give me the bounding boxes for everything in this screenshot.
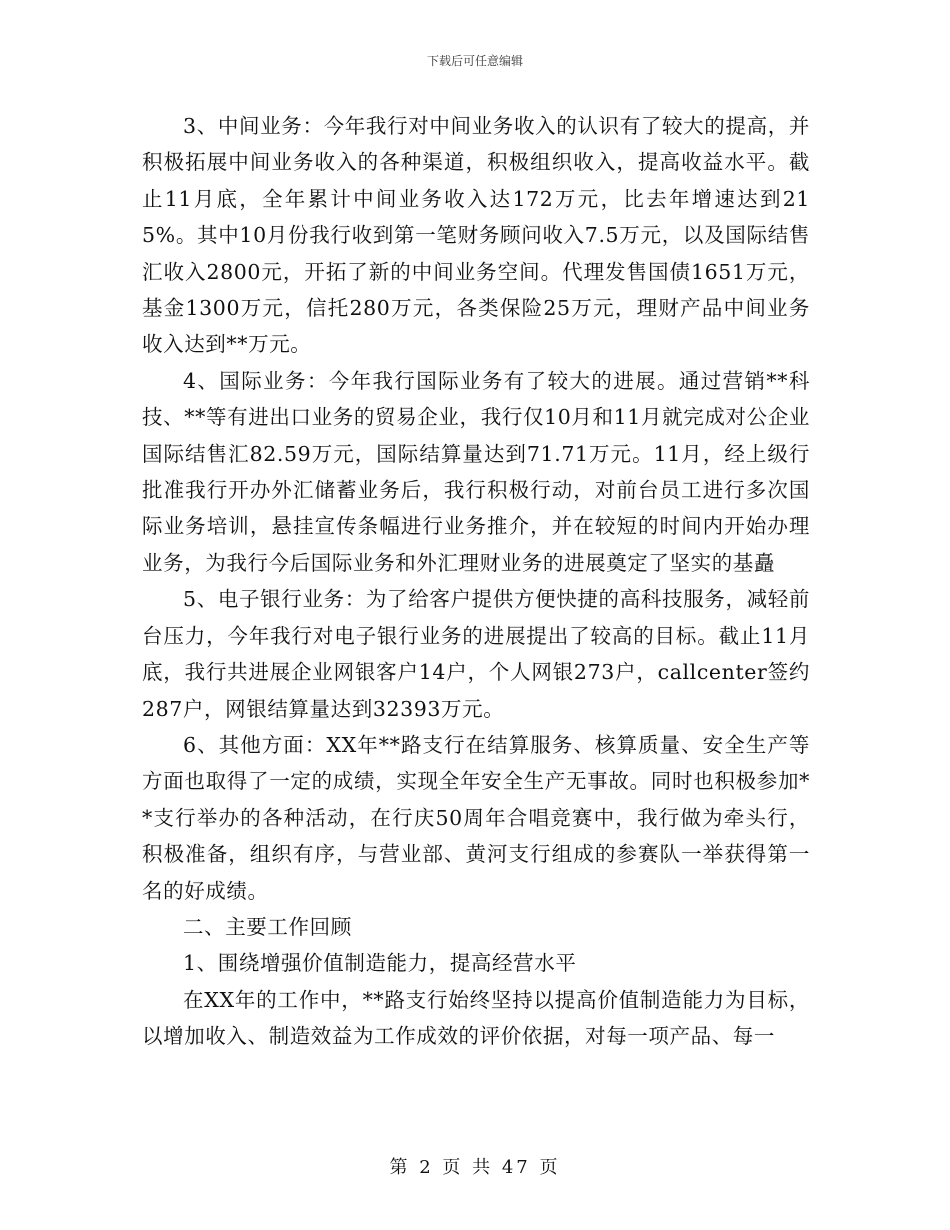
paragraph-intermediate-business: 3、中间业务：今年我行对中间业务收入的认识有了较大的提高，并积极拓展中间业务收入的各种渠道，积极组织收入，提高收益水平。截止11月底，全年累计中间业务收入达172万元，比去年增速达到215%。其中10月份我行收到第一笔财务顾问收入7.5万元，以及国际结售汇收入2800元，开拓了新的中间业务空间。代理发售国债1651万元，基金1300万元，信托280万元，各类保险25万元，理财产品中间业务收入达到**万元。: [142, 114, 810, 357]
paragraph-international-business: 4、国际业务：今年我行国际业务有了较大的进展。通过营销**科技、**等有进出口业务的贸易企业，我行仅10月和11月就完成对公企业国际结售汇82.59万元，国际结算量达到71.71万元。11月，经上级行批准我行开办外汇储蓄业务后，我行积极行动，对前台员工进行多次国际业务培训，悬挂宣传条幅进行业务推介，并在较短的时间内开始办理业务，为我行今后国际业务和外汇理财业务的进展奠定了坚实的基矗: [142, 368, 810, 575]
page-number-footer: 第 2 页 共 47 页: [389, 1157, 561, 1178]
paragraph-value-creation: 在XX年的工作中，**路支行始终坚持以提高价值制造能力为目标，以增加收入、制造效益为工作成效的评价依据，对每一项产品、每一: [142, 987, 810, 1049]
subheading-value-creation: 1、围绕增强价值制造能力，提高经营水平: [183, 951, 577, 976]
section-heading-work-review: 二、主要工作回顾: [183, 914, 352, 939]
page-header-note: 下载后可任意编辑: [426, 54, 523, 68]
paragraph-other-aspects: 6、其他方面：XX年**路支行在结算服务、核算质量、安全生产等方面也取得了一定的成绩，实现全年安全生产无事故。同时也积极参加**支行举办的各种活动，在行庆50周年合唱竞赛中，我行做为牵头行，积极准备，组织有序，与营业部、黄河支行组成的参赛队一举获得第一名的好成绩。: [142, 732, 810, 903]
paragraph-e-banking-business: 5、电子银行业务：为了给客户提供方便快捷的高科技服务，减轻前台压力，今年我行对电子银行业务的进展提出了较高的目标。截止11月底，我行共进展企业网银客户14户，个人网银273户，callcenter签约287户，网银结算量达到32393万元。: [142, 587, 810, 721]
document-body: [142, 108, 810, 1055]
